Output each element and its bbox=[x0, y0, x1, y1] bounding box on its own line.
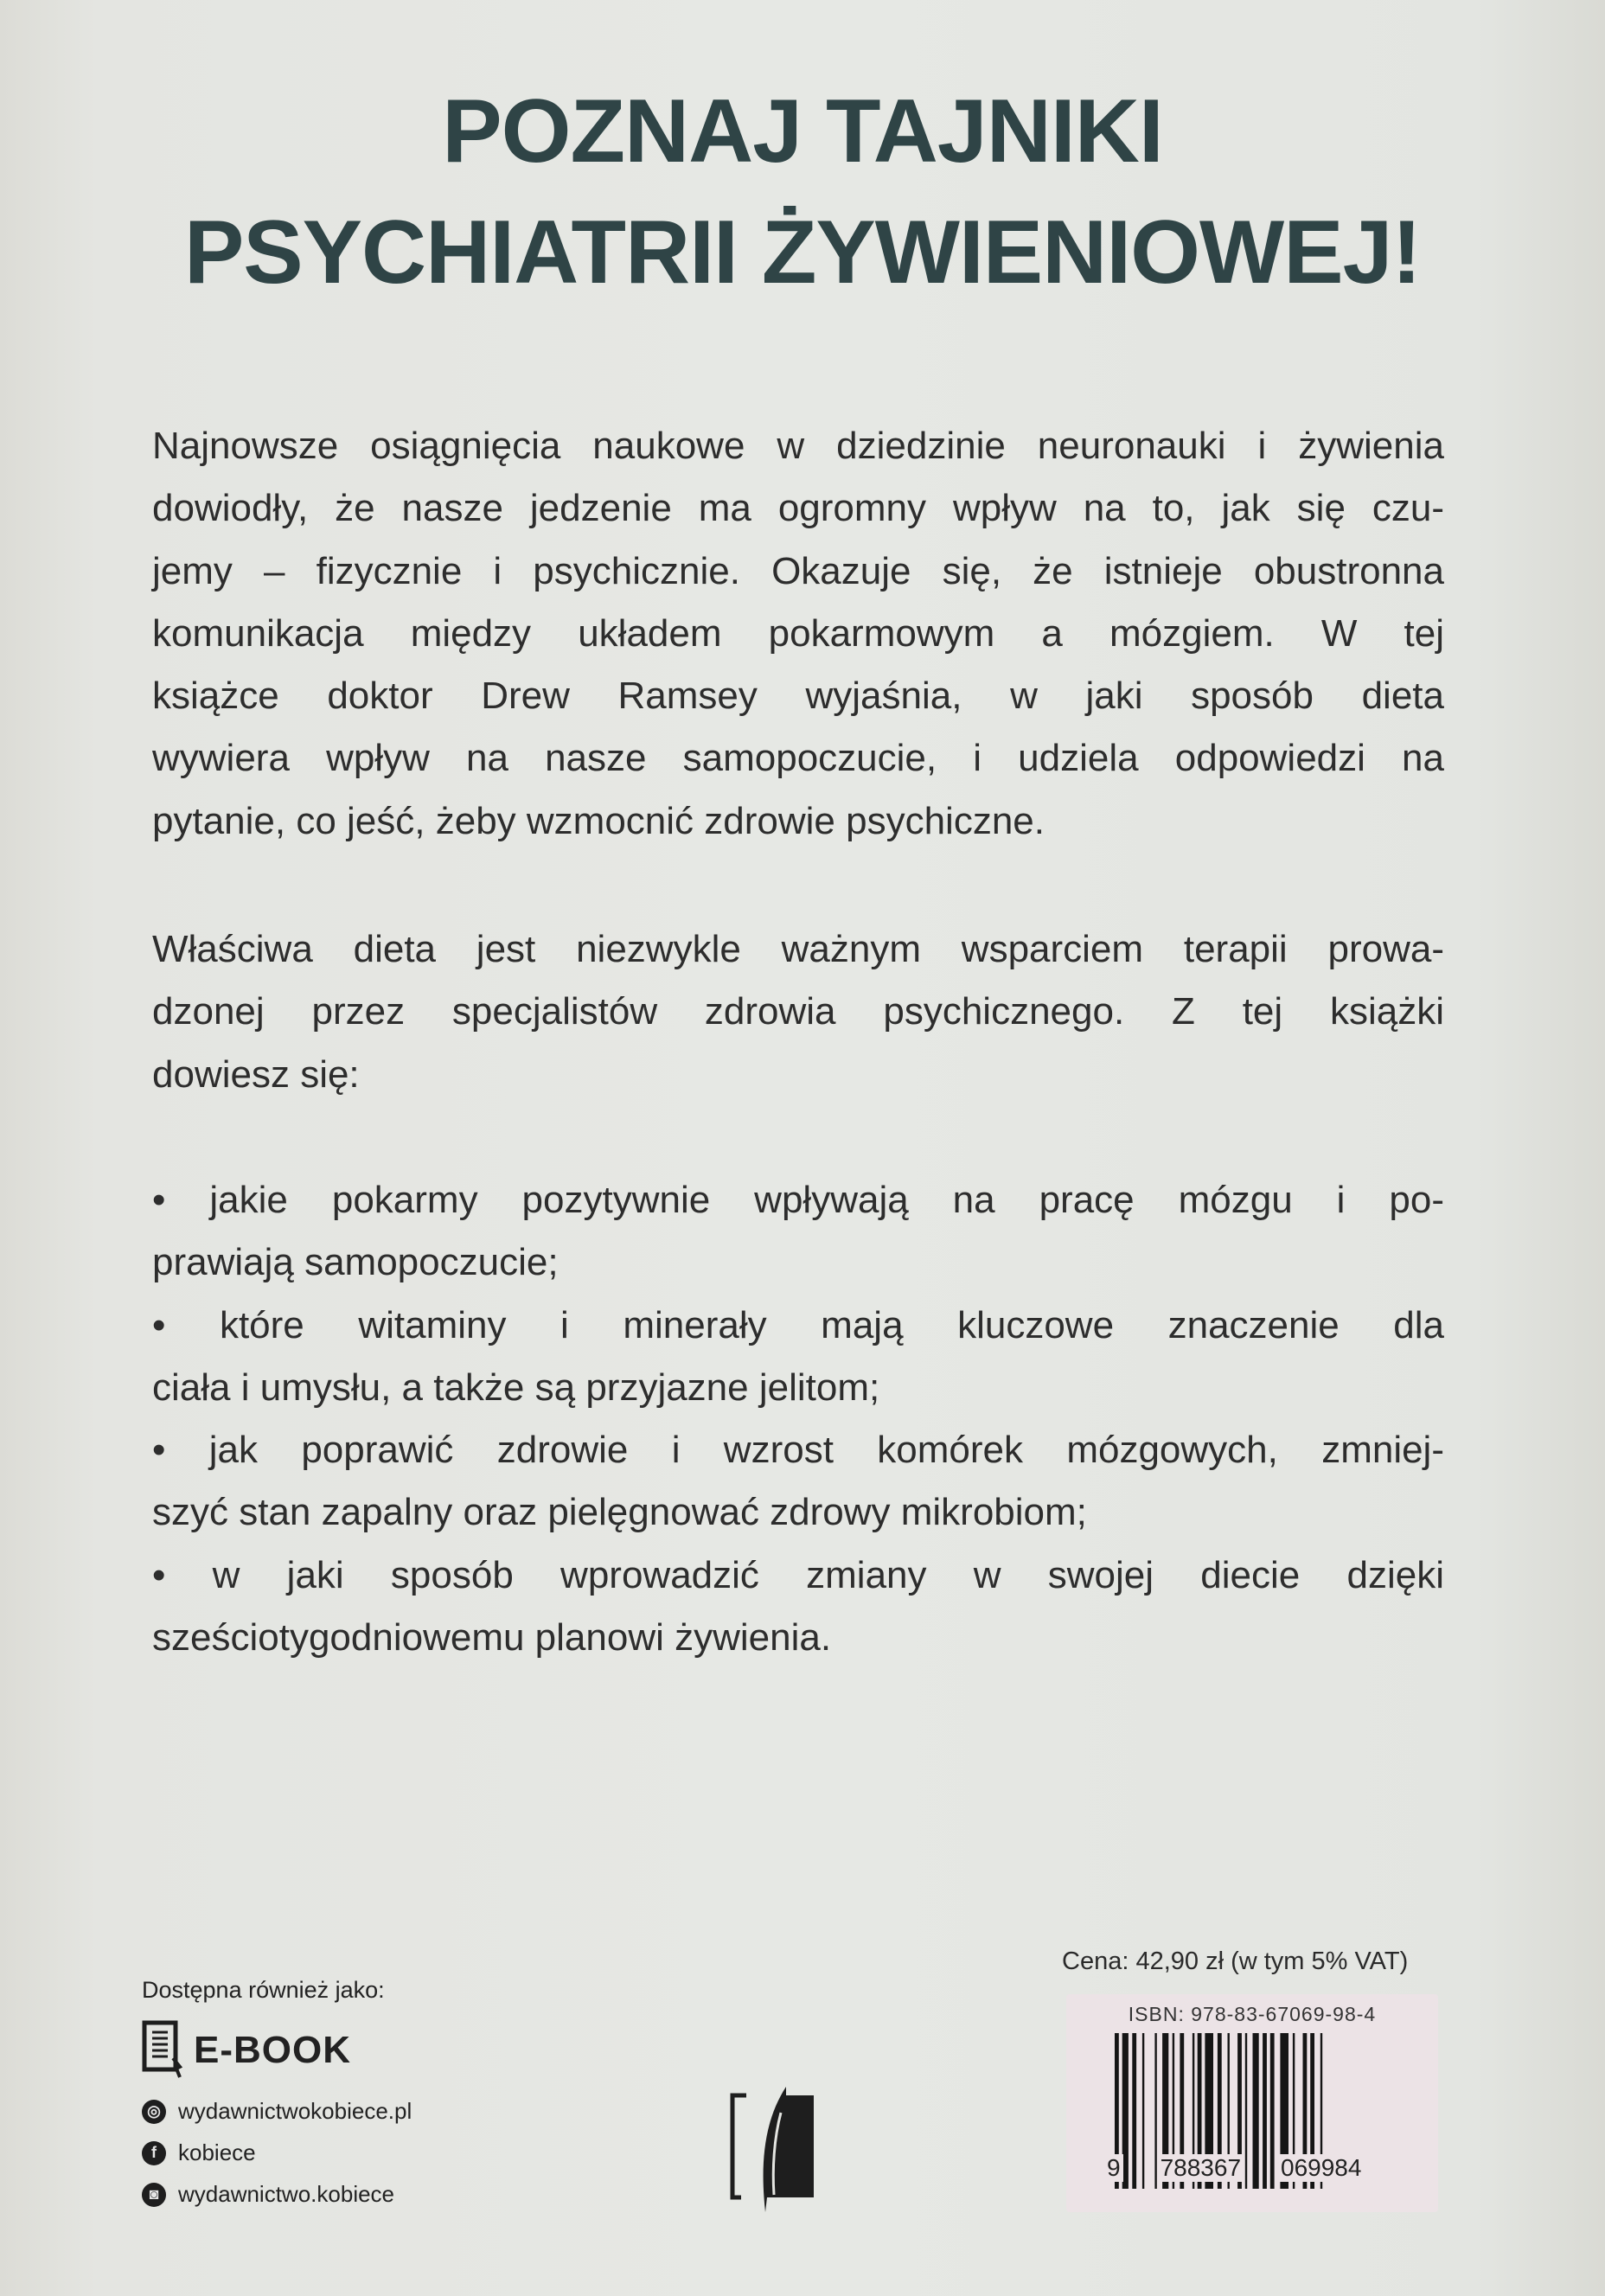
bullet-line: • w jaki sposób wprowadzić zmiany w swojej diecie dzięki bbox=[152, 1553, 1444, 1596]
bullet-line: • jak poprawić zdrowie i wzrost komórek mózgowych, zmniej- bbox=[152, 1429, 1444, 1472]
ebook-label: E-BOOK bbox=[194, 2029, 351, 2071]
text-line: Najnowsze osiągnięcia naukowe w dziedzinie neuronauki i żywienia bbox=[152, 425, 1444, 467]
facebook-link[interactable] bbox=[142, 2139, 256, 2166]
text-line: dzonej przez specjalistów zdrowia psychicznego. Z tej książki bbox=[152, 990, 1444, 1033]
text-line: Właściwa dieta jest niezwykle ważnym wsparciem terapii prowa- bbox=[152, 928, 1444, 970]
available-as-label: Dostępna również jako: bbox=[142, 1977, 385, 2003]
text-line: książce doktor Drew Ramsey wyjaśnia, w jaki sposób dieta bbox=[152, 675, 1444, 718]
facebook-text: kobiece bbox=[178, 2139, 256, 2165]
bullet-line: sześciotygodniowemu planowi żywienia. bbox=[152, 1616, 832, 1660]
barcode-digits-right: 069984 bbox=[1278, 2154, 1364, 2182]
bullet-list bbox=[152, 1169, 1444, 1669]
bullet-line: prawiają samopoczucie; bbox=[152, 1241, 559, 1284]
description-paragraph-1 bbox=[152, 415, 1444, 853]
instagram-text: wydawnictwo.kobiece bbox=[178, 2181, 395, 2207]
text-line: dowiesz się: bbox=[152, 1052, 360, 1096]
text-line: komunikacja między układem pokarmowym a mózgiem. W tej bbox=[152, 611, 1444, 655]
text-line: dowiodły, że nasze jedzenie ma ogromny wpływ na to, jak się czu- bbox=[152, 487, 1444, 530]
price-label: Cena: 42,90 zł (w tym 5% VAT) bbox=[1062, 1947, 1409, 1975]
text-line: jemy – fizycznie i psychicznie. Okazuje się, że istnieje obustronna bbox=[152, 549, 1444, 592]
isbn-text: ISBN: 978-83-67069-98-4 bbox=[1128, 2003, 1377, 2025]
title-line-1: POZNAJ TAJNIKI bbox=[442, 81, 1163, 182]
barcode-digits-left: 788367 bbox=[1158, 2154, 1244, 2182]
text-line: pytanie, co jeść, żeby wzmocnić zdrowie psychiczne. bbox=[152, 799, 1045, 842]
cover-title bbox=[0, 71, 1605, 313]
facebook-icon: f bbox=[142, 2141, 166, 2165]
instagram-icon: ◙ bbox=[142, 2183, 166, 2207]
publisher-logo-icon bbox=[729, 2087, 815, 2212]
globe-icon: ◎ bbox=[142, 2100, 166, 2124]
description-paragraph-2 bbox=[152, 918, 1444, 1106]
barcode-digit-prefix: 9 bbox=[1104, 2154, 1123, 2182]
instagram-link[interactable] bbox=[142, 2181, 394, 2208]
bullet-line: • które witaminy i minerały mają kluczowe znaczenie dla bbox=[152, 1303, 1444, 1346]
text-line: wywiera wpływ na nasze samopoczucie, i udziela odpowiedzi na bbox=[152, 737, 1444, 780]
ebook-badge bbox=[142, 2020, 351, 2081]
barcode-box bbox=[1066, 1994, 1438, 2212]
bullet-line: szyć stan zapalny oraz pielęgnować zdrowy mikrobiom; bbox=[152, 1491, 1087, 1534]
barcode-digits bbox=[1104, 2154, 1364, 2182]
website-link[interactable] bbox=[142, 2098, 412, 2125]
bullet-line: ciała i umysłu, a także są przyjazne jelitom; bbox=[152, 1365, 880, 1409]
title-line-2: PSYCHIATRII ŻYWIENIOWEJ! bbox=[183, 202, 1422, 303]
bullet-line: • jakie pokarmy pozytywnie wpływają na pracę mózgu i po- bbox=[152, 1179, 1444, 1221]
website-text: wydawnictwokobiece.pl bbox=[178, 2098, 412, 2124]
ebook-reader-icon bbox=[142, 2020, 185, 2081]
